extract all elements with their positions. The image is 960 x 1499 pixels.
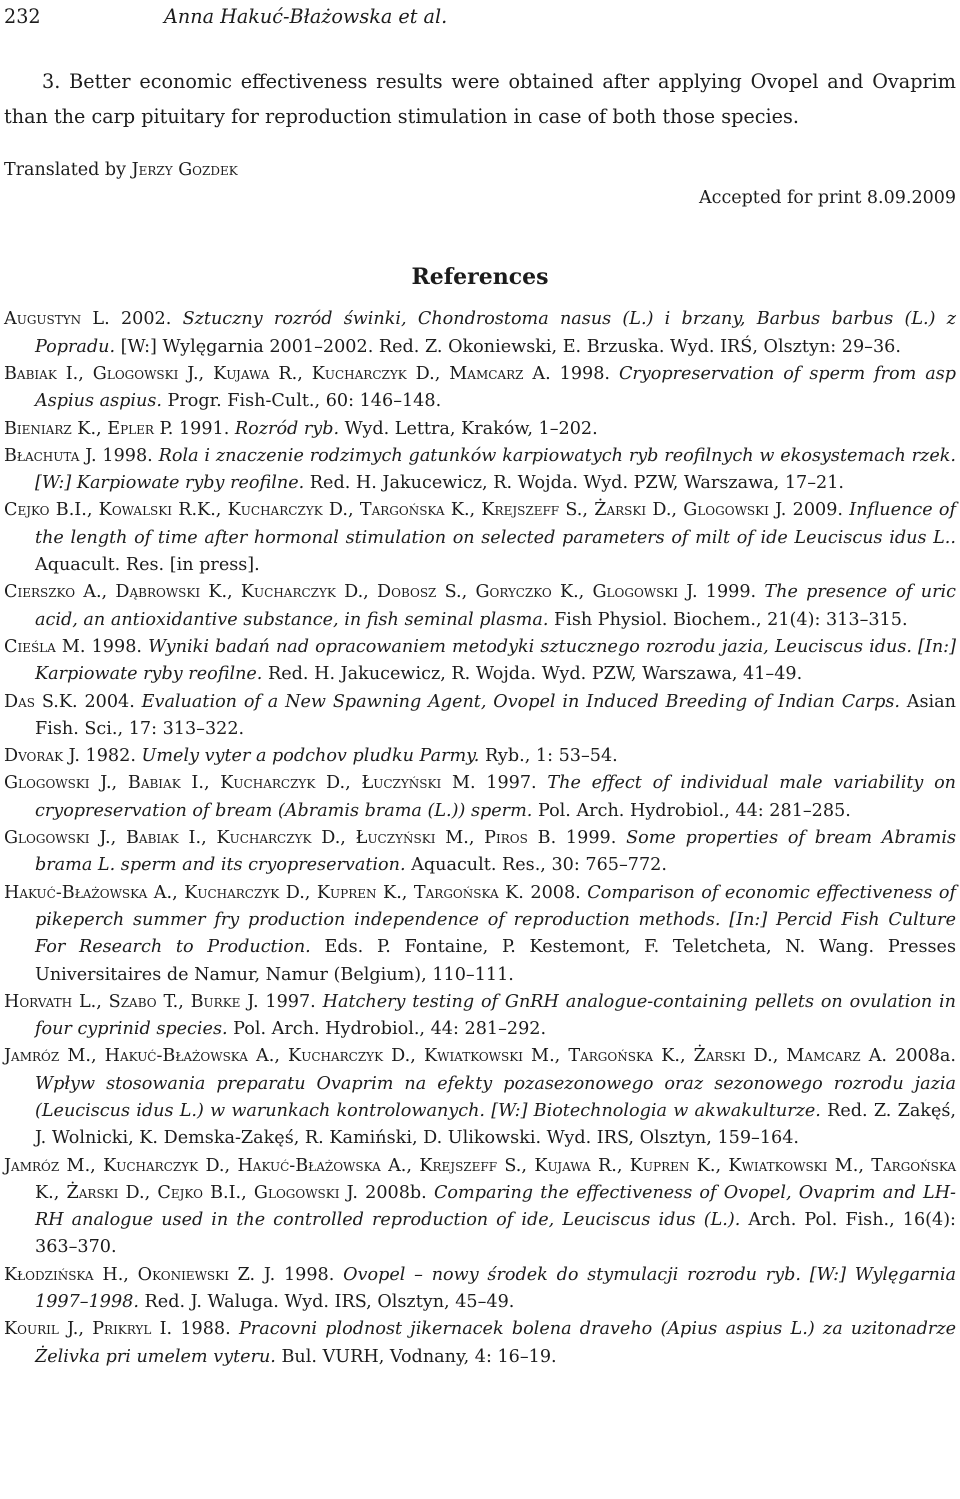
reference-item	[4, 497, 956, 579]
reference-source: Red. Z. Zakęś, J. Wolnicki, K. Demska-Zakęś, R. Kamiński, D. Ulikowski. Wyd. IRS, Olsztyn, 159–164.	[35, 1100, 957, 1149]
reference-source: Pol. Arch. Hydrobiol., 44: 281–292.	[227, 1019, 547, 1040]
reference-title: Evaluation of a New Spawning Agent, Ovopel in Induced Breeding of Indian Carps.	[141, 691, 900, 712]
reference-source: Progr. Fish-Cult., 60: 146–148.	[161, 391, 442, 412]
reference-item	[4, 689, 956, 744]
translator-prefix: Translated by	[4, 160, 132, 181]
reference-year: J. 2009.	[768, 500, 850, 521]
running-head-authors: Anna Hakuć-Błażowska et al.	[164, 5, 448, 28]
reference-title: The presence of uric acid, an antioxidantive substance, in fish seminal plasma.	[35, 582, 956, 630]
reference-source: Asian Fish. Sci., 17: 313–322.	[35, 691, 956, 739]
reference-item	[4, 361, 956, 416]
reference-authors: Kouril J., Prikryl	[4, 1319, 152, 1340]
reference-authors: Hakuć-Błażowska A., Kucharczyk D., Kupren K., Targońska	[4, 882, 499, 903]
reference-item	[4, 880, 956, 989]
reference-title: Comparing the effectiveness of Ovopel, Ovaprim and LH-RH analogue used in the controlled reproduction of ide, Leuciscus idus (L.).	[35, 1182, 957, 1231]
reference-item	[4, 416, 956, 443]
reference-authors: Cieśla	[4, 636, 56, 657]
reference-title: Pracovni plodnost jikernacek bolena draveho (Apius aspius L.) za uzitonadrze Żelivka pri umelem vyteru.	[35, 1319, 956, 1367]
reference-authors: Cierszko A., Dąbrowski K., Kucharczyk D., Dobosz S., Goryczko K., Glogowski	[4, 582, 679, 603]
reference-source: Pol. Arch. Hydrobiol., 44: 281–285.	[532, 800, 851, 821]
reference-list	[4, 306, 956, 1371]
reference-year: L. 2002.	[81, 309, 183, 330]
reference-title: Wpływ stosowania preparatu Ovaprim na efekty pozasezonowego oraz sezonowego rozrodu jazia (Leuciscus idus L.) w warunkach kontrolowanych. [W:] Biotechnologia w akwakulturze.	[35, 1073, 956, 1121]
reference-year: J. 2008b.	[339, 1182, 434, 1203]
reference-item	[4, 989, 956, 1044]
reference-source: Red. J. Waluga. Wyd. IRS, Olsztyn, 45–49.	[138, 1292, 515, 1313]
reference-authors: Glogowski J., Babiak I., Kucharczyk D., Łuczyński	[4, 773, 442, 794]
reference-source: Wyd. Lettra, Kraków, 1–202.	[339, 418, 598, 439]
reference-title: Influence of the length of time after hormonal stimulation on selected parameters of milt of ide Leuciscus idus L..	[35, 500, 956, 548]
reference-year: B. 1999.	[527, 828, 627, 849]
page-number: 232	[4, 5, 41, 28]
reference-year: J. 1997.	[240, 991, 323, 1012]
reference-title: Sztuczny rozród świnki, Chondrostoma nasus (L.) i brzany, Barbus barbus (L.) z Popradu.	[35, 309, 957, 357]
reference-authors: Błachuta	[4, 445, 80, 466]
reference-year: Z. J. 1998.	[228, 1264, 344, 1285]
reference-year: 1998.	[550, 363, 619, 384]
reference-year: A. 2008a.	[860, 1046, 956, 1067]
reference-item	[4, 1153, 956, 1262]
reference-authors: Cejko B.I., Kowalski R.K., Kucharczyk D., Targońska K., Krejszeff S., Żarski D., Glogowski	[4, 500, 769, 521]
reference-year: P. 1991.	[153, 418, 235, 439]
reference-year: M. 1998.	[55, 636, 149, 657]
reference-authors: Dvorak	[4, 746, 64, 767]
reference-year: K. 2008.	[498, 882, 588, 903]
reference-source: Ryb., 1: 53–54.	[479, 746, 618, 767]
reference-title: Ovopel – nowy środek do stymulacji rozrodu ryb. [W:] Wylęgarnia 1997–1998.	[35, 1264, 956, 1313]
reference-item	[4, 825, 956, 880]
reference-source: Eds. P. Fontaine, P. Kestemont, F. Teletcheta, N. Wang. Presses Universitaires de Namur, Namur (Belgium), 110–111.	[35, 937, 956, 985]
reference-item	[4, 634, 956, 689]
reference-year: M. 1997.	[441, 773, 548, 794]
reference-source: Aquacult. Res., 30: 765–772.	[405, 855, 667, 876]
accepted-date: Accepted for print 8.09.2009	[699, 187, 956, 208]
reference-title: Cryopreservation of sperm from asp Aspius aspius.	[35, 363, 956, 412]
reference-authors: Das	[4, 691, 35, 712]
reference-source: Fish Physiol. Biochem., 21(4): 313–315.	[548, 609, 908, 630]
reference-source: Aquacult. Res. [in press].	[35, 555, 260, 576]
reference-title: Some properties of bream Abramis brama L. sperm and its cryopreservation.	[35, 828, 957, 876]
reference-item	[4, 743, 956, 770]
reference-year: S.K. 2004.	[35, 691, 142, 712]
reference-source: Red. H. Jakucewicz, R. Wojda. Wyd. PZW, Warszawa, 41–49.	[262, 664, 803, 685]
conclusion-paragraph: 3. Better economic effectiveness results were obtained after applying Ovopel and Ovaprim than the carp pituitary for reproduction stimulation in case of both those species.	[4, 70, 956, 128]
reference-item	[4, 770, 956, 825]
reference-year: J. 1999.	[678, 582, 765, 603]
reference-authors: Jamróz M., Kucharczyk D., Hakuć-Błażowska A., Krejszeff S., Kujawa R., Kupren K., Kwiatkowski M., Targońska K., Żarski D., Cejko B.I., Glogowski	[4, 1155, 956, 1203]
reference-authors: Kłodzińska H., Okoniewski	[4, 1264, 229, 1285]
reference-item	[4, 306, 956, 361]
running-head	[4, 0, 956, 34]
reference-authors: Augustyn	[4, 309, 82, 330]
reference-source: Arch. Pol. Fish., 16(4): 363–370.	[35, 1210, 956, 1258]
translator-name: Jerzy Gozdek	[131, 160, 238, 181]
reference-item	[4, 443, 956, 498]
reference-title: Rozród ryb.	[234, 418, 340, 439]
reference-item	[4, 1043, 956, 1152]
reference-item	[4, 1316, 956, 1371]
reference-source: [W:] Wylęgarnia 2001–2002. Red. Z. Okoniewski, E. Brzuska. Wyd. IRŚ, Olsztyn: 29–36.	[115, 336, 901, 357]
reference-year: J. 1998.	[79, 445, 159, 466]
reference-authors: Jamróz M., Hakuć-Błażowska A., Kucharczyk D., Kwiatkowski M., Targońska K., Żarski D., Mamcarz	[4, 1046, 861, 1067]
reference-authors: Horvath L., Szabo T., Burke	[4, 991, 241, 1012]
reference-authors: Bieniarz K., Epler	[4, 418, 154, 439]
reference-authors: Babiak I., Glogowski J., Kujawa R., Kucharczyk D., Mamcarz A.	[4, 363, 551, 384]
reference-title: Comparison of economic effectiveness of pikeperch summer fry production independence of reproduction methods. [In:] Percid Fish Culture For Research to Production.	[35, 882, 956, 958]
reference-title: Wyniki badań nad opracowaniem metodyki sztucznego rozrodu jazia, Leuciscus idus. [In:] Karpiowate ryby reofilne.	[35, 636, 956, 685]
reference-title: Umely vyter a podchov pludku Parmy.	[141, 746, 480, 767]
reference-item	[4, 579, 956, 634]
reference-title: Rola i znaczenie rodzimych gatunków karpiowatych ryb reofilnych w ekosystemach rzek. [W:] Karpiowate ryby reofilne.	[35, 445, 956, 494]
reference-year: I. 1988.	[151, 1319, 239, 1340]
reference-authors: Glogowski J., Babiak I., Kucharczyk D., Łuczyński M., Piros	[4, 828, 528, 849]
reference-title: The effect of individual male variability on cryopreservation of bream (Abramis brama (L.)) sperm.	[35, 773, 956, 821]
references-heading: References	[411, 264, 549, 291]
reference-title: Hatchery testing of GnRH analogue-containing pellets on ovulation in four cyprinid species.	[35, 991, 956, 1040]
reference-item	[4, 1262, 956, 1317]
reference-source: Bul. VURH, Vodnany, 4: 16–19.	[275, 1346, 557, 1367]
reference-year: J. 1982.	[63, 746, 142, 767]
page	[4, 0, 956, 1371]
reference-source: Red. H. Jakucewicz, R. Wojda. Wyd. PZW, Warszawa, 17–21.	[304, 473, 845, 494]
